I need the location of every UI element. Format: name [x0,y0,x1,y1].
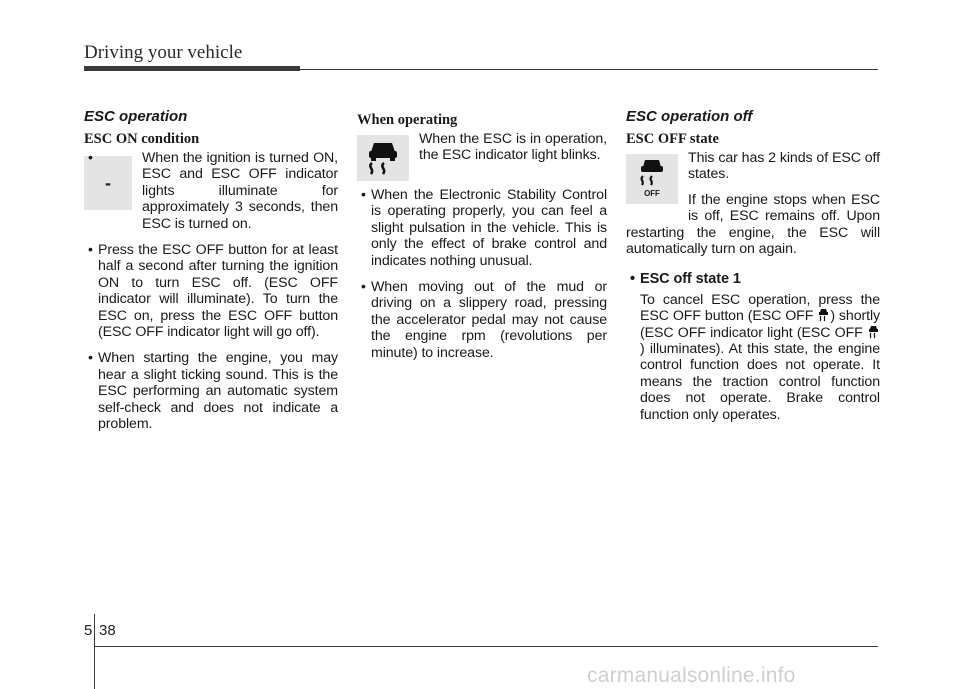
esc-on-condition-body [84,150,338,433]
when-operating-bullet-list [357,187,607,361]
esc-off-inline-icon [868,325,879,339]
column-esc-operation-off [626,108,880,432]
esc-off-state-1-title: • ESC off state 1 [626,271,880,287]
watermark-text: carmanualsonline.info [587,664,796,687]
page-header-title: Driving your vehicle [84,42,243,63]
when-operating-intro: When the ESC is in operation, the ESC indicator light blinks. [419,131,607,164]
footer-horizontal-rule [94,646,878,647]
subheading-esc-on-condition: ESC ON condition [84,131,200,147]
esc-off-inline-icon [818,308,829,322]
section-heading-esc-operation: ESC operation [84,108,188,125]
footer-vertical-rule [94,614,95,689]
subheading-esc-off-state: ESC OFF state [626,131,719,147]
esc-off-icon-label: OFF [644,188,660,198]
esc-off-para-2: If the engine stops when ESC is off, ESC remains off. Upon restarting the engine, the ESC will automatically turn on again. [626,191,880,258]
list-item: • When the ignition is turned ON, ESC and ESC OFF indicator lights illuminate for approximately 3 seconds, then ESC is turned on. [84,150,338,232]
header-rule-thick [84,66,300,71]
esc-off-state-1-body [626,292,880,423]
footer-page-number: 38 [99,622,116,639]
when-operating-body [357,131,607,361]
esc-off-states-list [626,271,880,287]
esc-off-para-1: This car has 2 kinds of ESC off states. [688,150,880,183]
esc-off-state-1-text-a: To cancel ESC operation, press the ESC OFF button (ESC OFF [640,291,880,325]
esc-off-indicator-box [626,154,678,204]
esc-skid-car-icon [366,139,400,177]
list-item: • When moving out of the mud or driving on a slippery road, pressing the accelerator pedal may not cause the engine rpm (revolutions per minute) to increase. [357,279,607,361]
header-rule-thin [300,69,878,70]
footer-chapter-number: 5 [84,622,93,639]
esc-on-bullet-list [84,150,338,433]
list-item: • Press the ESC OFF button for at least half a second after turning the ignition ON to turn ESC off. (ESC OFF indicator will illuminate). To turn the ESC on, press the ESC OFF button (ESC OFF indicator light will go off). [84,242,338,340]
subheading-when-operating: When operating [357,112,458,128]
column-esc-operation [84,108,338,443]
column-when-operating [357,108,607,371]
esc-off-state-1-text-c: ) illuminates). At this state, the engine control function does not operate. It means the traction control function does not operate. Brake control function only operates. [640,341,880,423]
indicator-placeholder-dash: - [105,172,111,193]
list-item: • When the Electronic Stability Control is operating properly, you can feel a slight pulsation in the vehicle. This is only the effect of brake control and indicates nothing unusual. [357,187,607,269]
section-heading-esc-operation-off: ESC operation off [626,108,753,125]
list-item: • When starting the engine, you may hear a slight ticking sound. This is the ESC performing an automatic system self-check and does not indicate a problem. [84,350,338,432]
esc-indicator-box [357,135,409,181]
esc-off-state-body [626,150,880,423]
esc-off-state-1-text-b: ) shortly (ESC OFF indicator light (ESC OFF [640,308,881,341]
